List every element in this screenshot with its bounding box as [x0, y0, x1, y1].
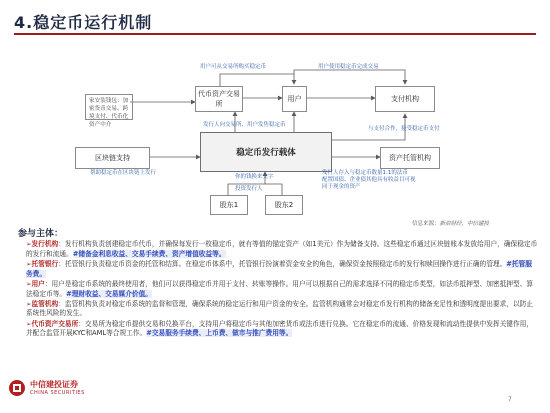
list-item: [26, 240, 538, 259]
node-custody-label: 资产托管机构: [389, 154, 431, 162]
title-bar: [0, 0, 550, 34]
bullet-arrow-icon: ➢: [26, 319, 32, 328]
node-user-label: 用户: [287, 95, 302, 103]
bullet-highlight: #托管服务费。: [26, 259, 532, 278]
node-user: [282, 86, 307, 112]
node-shareholder-1: [210, 195, 248, 215]
company-logo: [8, 377, 88, 401]
source-label: 信息来源：: [412, 221, 440, 227]
bullet-arrow-icon: ➢: [26, 240, 32, 248]
edge-label-blockchain: 帮助稳定币在区块链上发行: [90, 170, 157, 176]
bullet-lead: 发行机构: [31, 240, 59, 248]
user-scenarios-text: 家安装钱包：加密货币交易、跨境支付、代币化资产中介: [89, 98, 129, 128]
arrow-sh2-core: [265, 184, 282, 195]
node-sh1-label: 股东1: [219, 201, 239, 209]
node-blockchain: [75, 147, 150, 169]
participants-list: [26, 240, 538, 340]
logo-mark-icon: [8, 379, 26, 397]
bullet-lead: 代币资产交易所: [31, 319, 79, 328]
bullet-text: ：交易所为稳定币提供交易和兑换平台，支持用户将稳定币与其他加密货币或法币进行兑换。它在稳定币的流通、价格发现和流动性提供中发挥关键作用，并配合监管开展KYC和AML等合规工作。: [26, 319, 534, 338]
node-exchange: [195, 86, 243, 112]
bullet-lead: 托管银行: [31, 259, 59, 268]
node-payment-label: 支付机构: [391, 95, 419, 103]
source-text: 新浪财经，中信建投: [439, 221, 490, 227]
node-custody: [380, 147, 440, 169]
list-item: [26, 280, 538, 299]
edge-label-reserve-3: 同于现金的资产: [322, 184, 361, 190]
node-blockchain-label: 区块链支持: [95, 154, 130, 162]
arrow-use: [294, 70, 405, 84]
bullet-highlight: #交易服务手续费、上币费、做市与推广费用等。: [146, 329, 293, 338]
logo-text-cn: 中信建投证券: [30, 380, 78, 389]
page-number-value: 7: [508, 396, 512, 403]
source-note: [412, 219, 489, 227]
edge-label-buy: 用户可从交易所购买稳定币: [200, 64, 267, 70]
bullet-arrow-icon: ➢: [26, 279, 32, 288]
edge-label-reserve-1: 发行人存入与稳定币数量1:1的法币: [322, 170, 408, 176]
node-sh2-label: 股东2: [274, 201, 294, 209]
node-payment: [375, 86, 435, 112]
bullet-arrow-icon: ➢: [26, 299, 32, 308]
list-item: [26, 300, 538, 319]
bullet-arrow-icon: ➢: [26, 259, 32, 268]
bullet-text: ：发行机构负责创建稳定币代币，并确保每发行一枚稳定币，就有等值的锚定资产（如1美元）作为储备支持。这些稳定币通过区块链账本发放给用户，确保稳定币的发行和流通。: [26, 240, 538, 258]
node-exchange-label: 代币资产交易所: [198, 90, 240, 108]
bullet-highlight: #储备金利息收益、交易手续费、资产增值收益等。: [72, 249, 226, 258]
user-scenarios-note: [85, 94, 133, 128]
edge-label-issue: 发行人向交易所、用户发售稳定币: [203, 122, 286, 128]
node-core-label: 稳定币发行载体: [236, 148, 296, 158]
list-item: [26, 320, 538, 339]
bullet-lead: 用户: [31, 279, 45, 288]
bullet-highlight: #理财收益、交易媒介价值。: [66, 289, 152, 298]
bullet-text: ：监管机构负责对稳定币系统的监督和管理，确保系统的稳定运行和用户资金的安全。监管机构通常会对稳定币发行机构的储备充足性和透明度提出要求，以防止系统性风险的发生。: [26, 299, 534, 318]
page-number: [508, 396, 512, 403]
edge-label-stable-text: 你的钱换来文字: [235, 174, 274, 180]
arrow-buy: [220, 74, 294, 86]
node-shareholder-2: [265, 195, 303, 215]
bullet-text: ：用户是稳定币系统的最终使用者，他们可以获得稳定币并用于支付、转账等操作。用户可以根据自己的需求选择不同的稳定币类型，如法币抵押型、加密抵押型、算法稳定币等。: [26, 279, 534, 298]
list-item: [26, 260, 538, 279]
bullet-lead: 监管机构: [31, 299, 59, 308]
edge-label-use: 用户使用稳定币完成交易: [318, 64, 379, 70]
page-title: 4.稳定币运行机制: [14, 13, 153, 32]
title-divider: [14, 33, 536, 35]
logo-text-en: CHINA SECURITIES: [30, 390, 85, 396]
bullet-text: ：托管银行负责稳定币资金的托管和结算。在稳定币体系中，托管银行扮演着资金安全的角色，确保资金按照稳定币的发行和赎回操作进行正确的管理。: [58, 259, 507, 268]
section-heading: 参与主体：: [18, 229, 64, 239]
edge-label-reserve-2: 配置国债、企业债其他具有收益目可视: [322, 177, 416, 183]
edge-label-cooperate: 与支付合作，接受稳定币支付: [368, 126, 440, 132]
edge-label-invest: 投资发行人: [235, 186, 263, 192]
node-issuer-core: [200, 132, 332, 172]
